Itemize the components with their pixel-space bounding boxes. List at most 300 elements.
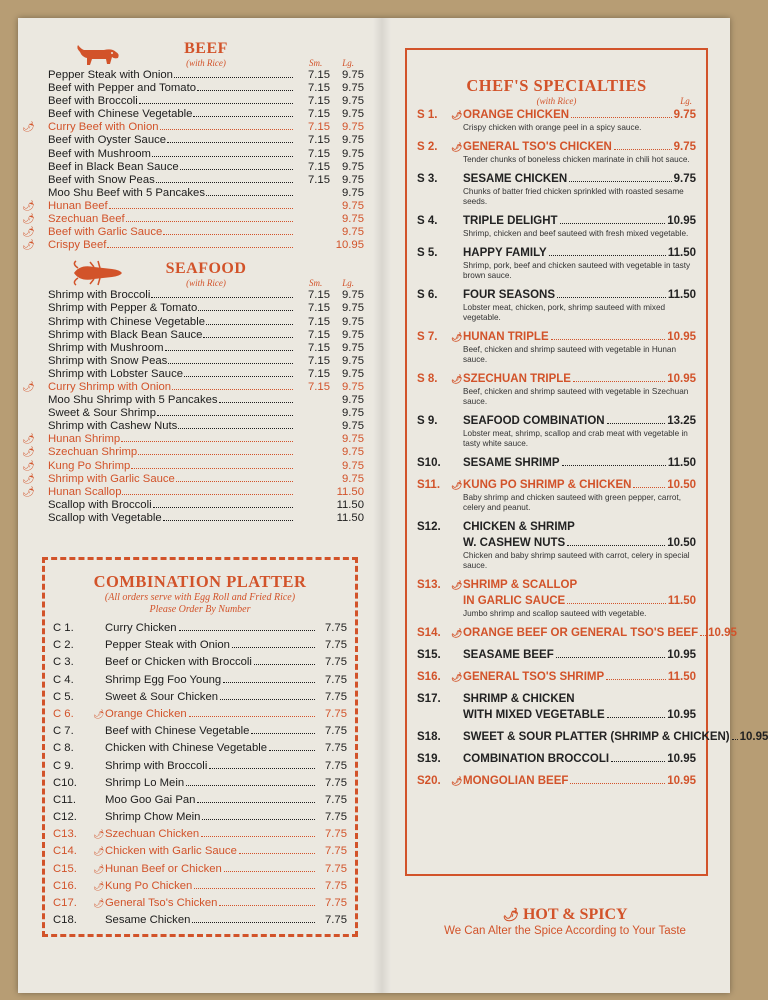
- item-price: 7.75: [325, 897, 347, 909]
- dot-leader: [223, 682, 315, 683]
- beef-list: [22, 69, 364, 252]
- chili-pepper-icon: 🌶︎: [451, 580, 463, 590]
- item-name: Shrimp with Broccoli: [105, 759, 208, 772]
- item-name: Beef in Black Bean Sauce: [48, 160, 179, 173]
- item-description: Beef, chicken and shrimp sauteed with vegetable in Szechuan sauce.: [463, 387, 689, 406]
- item-name: Pepper Steak with Onion: [48, 69, 173, 81]
- combo-item: [53, 826, 347, 843]
- combo-item: [53, 620, 347, 637]
- menu-item: [22, 407, 364, 420]
- item-description: Baby shrimp and chicken sauteed with green pepper, carrot, celery and peanut.: [463, 493, 682, 512]
- item-code: S 9.: [417, 415, 438, 427]
- specialty-item: [417, 625, 737, 641]
- price-small: 7.15: [308, 160, 330, 173]
- item-price: 7.75: [325, 828, 347, 841]
- chili-pepper-icon: 🌶︎: [451, 480, 463, 490]
- item-price: 10.50: [667, 537, 696, 549]
- seafood-section: [22, 260, 364, 525]
- beef-subtitle: (with Rice): [186, 58, 226, 68]
- specialty-item: [417, 729, 768, 745]
- item-name: Shrimp with Chinese Vegetable: [48, 315, 205, 328]
- dot-leader: [700, 635, 706, 636]
- price-large: 9.75: [342, 472, 364, 485]
- specialty-row: [417, 773, 696, 789]
- specialty-row: [417, 729, 768, 745]
- chili-pepper-icon: 🌶︎: [451, 374, 463, 384]
- price-large: 9.75: [342, 380, 364, 393]
- specialty-item: [417, 371, 696, 407]
- item-name: Curry Beef with Onion: [48, 121, 159, 134]
- item-name: Pepper Steak with Onion: [105, 639, 230, 652]
- specialty-item: [417, 287, 696, 323]
- price-small: 7.15: [308, 354, 330, 367]
- item-price: 11.50: [667, 247, 696, 259]
- item-name: TRIPLE DELIGHT: [463, 215, 558, 227]
- item-name: Shrimp with Broccoli: [48, 289, 151, 302]
- specialty-row: [417, 107, 696, 123]
- item-price: 7.75: [325, 793, 347, 806]
- menu-item: [22, 239, 364, 252]
- chef-list: [417, 107, 768, 789]
- dot-leader: [192, 922, 315, 923]
- specialty-row: [417, 477, 696, 493]
- menu-item: [22, 381, 364, 394]
- dot-leader: [557, 297, 666, 298]
- item-code: C13.: [53, 828, 77, 841]
- item-code: C18.: [53, 914, 77, 927]
- dot-leader: [573, 381, 665, 382]
- specialty-row: [417, 171, 696, 187]
- menu-item: [22, 200, 364, 213]
- item-name: SZECHUAN TRIPLE: [463, 373, 571, 385]
- menu-item: [22, 342, 364, 355]
- specialty-row: [417, 413, 696, 429]
- dot-leader: [197, 802, 315, 803]
- chili-pepper-icon: 🌶︎: [22, 460, 35, 472]
- dot-leader: [179, 630, 315, 631]
- item-name: Beef with Garlic Sauce: [48, 226, 163, 239]
- item-price: 10.95: [667, 649, 696, 661]
- price-large: 9.75: [342, 302, 364, 315]
- price-large: 9.75: [342, 82, 364, 95]
- dot-leader: [611, 761, 665, 762]
- item-name: Sesame Chicken: [105, 914, 191, 927]
- item-price: 7.75: [325, 914, 347, 927]
- specialty-item: [417, 245, 696, 281]
- item-description: Lobster meat, shrimp, scallop and crab meat with vegetable in tasty white sauce.: [463, 429, 688, 448]
- item-price: 10.50: [667, 479, 696, 491]
- item-price: 10.95: [667, 373, 696, 385]
- dot-leader: [197, 90, 293, 91]
- price-large: 9.75: [342, 446, 364, 459]
- item-name: ORANGE CHICKEN: [463, 109, 570, 121]
- specialty-item: [417, 213, 696, 239]
- menu-item: [22, 121, 364, 134]
- dot-leader: [607, 717, 666, 718]
- dot-leader: [206, 324, 293, 325]
- beef-section: [22, 40, 364, 252]
- item-name: Szechuan Chicken: [105, 828, 200, 841]
- specialty-row-2: [417, 707, 696, 723]
- price-large: 9.75: [342, 367, 364, 380]
- item-name: SEAFOOD COMBINATION: [463, 415, 605, 427]
- menu-item: [22, 394, 364, 407]
- chili-pepper-icon: 🌶︎: [22, 434, 35, 446]
- price-large: 9.75: [342, 95, 364, 108]
- dot-leader: [109, 208, 293, 209]
- item-code: S12.: [417, 521, 441, 533]
- price-large: 9.75: [342, 199, 364, 212]
- item-name: Curry Chicken: [105, 622, 177, 634]
- item-description: Jumbo shrimp and scallop sauteed with vegetable.: [463, 609, 647, 618]
- beef-title: BEEF: [184, 40, 228, 57]
- item-code: C 5.: [53, 690, 74, 703]
- item-code: C11.: [53, 793, 77, 806]
- item-code: C16.: [53, 879, 77, 892]
- item-name: Shrimp with Cashew Nuts: [48, 420, 178, 433]
- price-large: 9.75: [342, 420, 364, 433]
- item-name: Szechuan Shrimp: [48, 446, 138, 459]
- item-code: C12.: [53, 811, 77, 824]
- item-price: 9.75: [673, 173, 696, 185]
- specialty-row-2: [417, 593, 696, 609]
- specialty-item: [417, 139, 696, 165]
- combo-item: [53, 740, 347, 757]
- menu-item: [22, 316, 364, 329]
- item-name: Hunan Beef or Chicken: [105, 862, 222, 875]
- price-large: 9.75: [342, 69, 364, 81]
- item-name: Beef with Broccoli: [48, 95, 138, 108]
- specialty-row: [417, 751, 696, 767]
- chili-pepper-icon: 🌶︎: [22, 214, 35, 226]
- price-large: 11.50: [336, 511, 364, 524]
- chili-pepper-icon: 🌶︎: [451, 110, 463, 120]
- menu-item: [22, 446, 364, 459]
- price-large: 11.50: [336, 485, 364, 498]
- item-name: COMBINATION BROCCOLI: [463, 753, 610, 765]
- item-name: Moo Shu Shrimp with 5 Pancakes: [48, 394, 218, 407]
- specialty-row: [417, 669, 696, 685]
- menu-item: [22, 460, 364, 473]
- item-name: Beef with Oyster Sauce: [48, 134, 167, 147]
- item-price: 7.75: [325, 656, 347, 669]
- dot-leader: [269, 750, 315, 751]
- price-large: 9.75: [342, 407, 364, 420]
- chili-pepper-icon: 🌶︎: [451, 776, 463, 786]
- chili-pepper-icon: 🌶︎: [451, 142, 463, 152]
- chili-pepper-icon: 🌶︎: [22, 381, 35, 393]
- item-name: Chicken with Chinese Vegetable: [105, 742, 268, 755]
- item-name: CHICKEN & SHRIMP: [463, 521, 575, 533]
- dot-leader: [168, 363, 293, 364]
- chef-subtitle: (with Rice): [536, 96, 577, 106]
- dot-leader: [194, 888, 315, 889]
- item-price: 11.50: [667, 457, 696, 469]
- menu-item: [22, 134, 364, 147]
- seafood-list: [22, 289, 364, 525]
- combo-item: [53, 912, 347, 929]
- price-large: 9.75: [342, 121, 364, 134]
- item-code: C 2.: [53, 639, 74, 652]
- dot-leader: [163, 234, 293, 235]
- item-description: Shrimp, chicken and beef sauteed with fresh mixed vegetable.: [463, 229, 689, 238]
- item-code: C15.: [53, 862, 77, 875]
- specialty-row: [417, 519, 696, 535]
- dot-leader: [121, 441, 293, 442]
- dot-leader: [562, 465, 666, 466]
- item-price: 10.95: [708, 627, 737, 639]
- price-small: 7.15: [308, 121, 330, 134]
- chili-pepper-icon: 🌶︎: [22, 473, 35, 485]
- specialty-row: [417, 245, 696, 261]
- specialty-item: [417, 455, 696, 471]
- lobster-icon: [70, 260, 126, 286]
- size-lg-label: Lg.: [342, 278, 354, 289]
- price-large: 9.75: [342, 173, 364, 186]
- dot-leader: [549, 255, 666, 256]
- item-price: 7.75: [325, 742, 347, 755]
- item-name: Shrimp Lo Mein: [105, 776, 185, 789]
- dot-leader: [151, 297, 293, 298]
- item-description: Chunks of batter fried chicken sprinkled with roasted sesame seeds.: [463, 187, 684, 206]
- menu-item: [22, 226, 364, 239]
- item-price: 7.75: [325, 673, 347, 686]
- item-price: 7.75: [325, 639, 347, 652]
- item-price: 11.50: [667, 289, 696, 301]
- item-code: S11.: [417, 479, 441, 491]
- dot-leader: [206, 195, 293, 196]
- menu-item: [22, 368, 364, 381]
- combo-item: [53, 895, 347, 912]
- item-code: S17.: [417, 693, 441, 705]
- specialty-row: [417, 691, 696, 707]
- combo-item: [53, 792, 347, 809]
- combination-platter-box: [42, 557, 358, 937]
- dot-leader: [219, 402, 293, 403]
- item-code: S 4.: [417, 215, 438, 227]
- item-code: S13.: [417, 579, 441, 591]
- item-code: S 3.: [417, 173, 438, 185]
- item-price: 7.75: [325, 811, 347, 824]
- item-name: Beef with Mushroom: [48, 147, 151, 160]
- item-name: GENERAL TSO'S SHRIMP: [463, 671, 605, 683]
- dot-leader: [152, 156, 293, 157]
- item-name: Kung Po Shrimp: [48, 459, 131, 472]
- price-small: 7.15: [308, 367, 330, 380]
- item-price: 10.95: [667, 775, 696, 787]
- item-description: Chicken and baby shrimp sauteed with carrot, celery in special sauce.: [463, 551, 690, 570]
- dot-leader: [139, 103, 293, 104]
- bull-icon: [74, 42, 122, 70]
- chili-pepper-icon: 🌶︎: [93, 829, 105, 840]
- item-name: Shrimp with Mushroom: [48, 341, 164, 354]
- chili-pepper-icon: 🌶︎: [451, 628, 463, 638]
- item-name: Shrimp with Pepper & Tomato: [48, 302, 198, 315]
- item-code: S18.: [417, 731, 441, 743]
- combination-title: COMBINATION PLATTER: [93, 572, 307, 591]
- item-code: C10.: [53, 776, 77, 789]
- hot-title-row: [415, 906, 715, 924]
- specialty-item: [417, 519, 696, 571]
- hot-title: HOT & SPICY: [522, 906, 628, 923]
- menu-item: [22, 420, 364, 433]
- menu-item: [22, 355, 364, 368]
- item-code: C 3.: [53, 656, 74, 669]
- price-large: 11.50: [336, 498, 364, 511]
- specialty-item: [417, 477, 696, 513]
- item-name: MONGOLIAN BEEF: [463, 775, 569, 787]
- item-code: S 8.: [417, 373, 438, 385]
- specialty-item: [417, 413, 696, 449]
- menu-item: [22, 161, 364, 174]
- item-price: 10.95: [667, 709, 696, 721]
- dot-leader: [567, 545, 665, 546]
- dot-leader: [614, 149, 672, 150]
- item-name-2: IN GARLIC SAUCE: [463, 595, 566, 607]
- dot-leader: [172, 389, 293, 390]
- dot-leader: [254, 664, 315, 665]
- chili-pepper-icon: 🌶︎: [93, 880, 105, 891]
- item-code: S16.: [417, 671, 441, 683]
- price-small: 7.15: [308, 289, 330, 302]
- specialty-item: [417, 107, 696, 133]
- item-price: 7.75: [325, 845, 347, 858]
- menu-item: [22, 213, 364, 226]
- specialty-item: [417, 647, 696, 663]
- chili-pepper-icon: 🌶︎: [22, 240, 35, 252]
- price-large: 9.75: [342, 341, 364, 354]
- item-description: Shrimp, pork, beef and chicken sauteed with vegetable in tasty brown sauce.: [463, 261, 691, 280]
- item-name: Orange Chicken: [105, 707, 187, 720]
- specialty-row: [417, 455, 696, 471]
- dot-leader: [232, 647, 315, 648]
- item-name: Beef with Snow Peas: [48, 173, 155, 186]
- item-name: FOUR SEASONS: [463, 289, 556, 301]
- menu-item: [22, 302, 364, 315]
- item-code: S 1.: [417, 109, 438, 121]
- item-name: HUNAN TRIPLE: [463, 331, 549, 343]
- item-code: C14.: [53, 845, 77, 858]
- menu-item: [22, 486, 364, 499]
- item-price: 9.75: [673, 109, 696, 121]
- dot-leader: [607, 423, 666, 424]
- specialty-row: [417, 287, 696, 303]
- menu-item: [22, 473, 364, 486]
- item-name: ORANGE BEEF OR GENERAL TSO'S BEEF: [463, 627, 699, 639]
- menu-item: [22, 82, 364, 95]
- price-small: 7.15: [308, 315, 330, 328]
- dot-leader: [633, 487, 665, 488]
- item-name-2: W. CASHEW NUTS: [463, 537, 566, 549]
- item-name: Beef or Chicken with Broccoli: [105, 656, 252, 669]
- menu-item: [22, 187, 364, 200]
- item-name: Hunan Shrimp: [48, 433, 121, 446]
- price-large: 9.75: [342, 134, 364, 147]
- specialty-row: [417, 625, 737, 641]
- item-price: 7.75: [325, 707, 347, 720]
- menu-item: [22, 433, 364, 446]
- item-name: Shrimp Egg Foo Young: [105, 673, 222, 686]
- combo-item: [53, 758, 347, 775]
- dot-leader: [567, 603, 666, 604]
- chili-pepper-icon: 🌶︎: [93, 863, 105, 874]
- menu-item: [22, 108, 364, 121]
- dot-leader: [153, 507, 293, 508]
- item-name: Scallop with Broccoli: [48, 498, 152, 511]
- item-name: Moo Shu Beef with 5 Pancakes: [48, 186, 205, 199]
- specialty-item: [417, 691, 696, 723]
- item-description: Lobster meat, chicken, pork, shrimp sauteed with mixed vegetable.: [463, 303, 666, 322]
- price-small: 7.15: [308, 147, 330, 160]
- price-small: 7.15: [308, 341, 330, 354]
- dot-leader: [201, 836, 315, 837]
- combo-item: [53, 689, 347, 706]
- dot-leader: [157, 415, 293, 416]
- dot-leader: [160, 129, 293, 130]
- item-description: Crispy chicken with orange peel in a spicy sauce.: [463, 123, 642, 132]
- specialty-item: [417, 329, 696, 365]
- item-name: Shrimp Chow Mein: [105, 811, 201, 824]
- specialty-item: [417, 773, 696, 789]
- chili-pepper-icon: 🌶︎: [22, 227, 35, 239]
- combo-item: [53, 637, 347, 654]
- seafood-title: SEAFOOD: [165, 260, 247, 278]
- item-description: Beef, chicken and shrimp sauteed with vegetable in Hunan sauce.: [463, 345, 677, 364]
- item-code: S20.: [417, 775, 441, 787]
- dot-leader: [551, 339, 666, 340]
- menu-item: [22, 329, 364, 342]
- dot-leader: [126, 221, 293, 222]
- menu-item: [22, 148, 364, 161]
- item-name: Beef with Pepper and Tomato: [48, 82, 197, 95]
- dot-leader: [178, 428, 293, 429]
- dot-leader: [184, 376, 293, 377]
- item-name: SEASAME BEEF: [463, 649, 554, 661]
- menu-item: [22, 69, 364, 82]
- dot-leader: [107, 247, 293, 248]
- combo-item: [53, 809, 347, 826]
- combo-item: [53, 723, 347, 740]
- combination-list: [53, 620, 347, 929]
- combo-item: [53, 672, 347, 689]
- chili-pepper-icon: 🌶︎: [502, 907, 519, 922]
- price-large: 9.75: [342, 186, 364, 199]
- chefs-specialties-box: [405, 48, 768, 876]
- chili-pepper-icon: 🌶︎: [93, 898, 105, 908]
- price-small: 7.15: [308, 380, 330, 393]
- item-price: 13.25: [667, 415, 696, 427]
- dot-leader: [163, 520, 293, 521]
- item-name: Crispy Beef: [48, 239, 107, 252]
- item-name: SWEET & SOUR PLATTER (SHRIMP & CHICKEN): [463, 731, 730, 743]
- price-large: 9.75: [342, 328, 364, 341]
- item-code: C17.: [53, 897, 77, 909]
- item-price: 7.75: [325, 690, 347, 703]
- chef-size-lg: Lg.: [680, 96, 692, 106]
- dot-leader: [176, 481, 293, 482]
- item-code: S 7.: [417, 331, 438, 343]
- dot-leader: [556, 657, 665, 658]
- chili-pepper-icon: 🌶︎: [22, 200, 35, 212]
- dot-leader: [220, 699, 315, 700]
- item-name: Scallop with Vegetable: [48, 511, 162, 524]
- item-code: C 4.: [53, 673, 74, 686]
- chili-pepper-icon: 🌶︎: [22, 122, 35, 134]
- chili-pepper-icon: 🌶︎: [93, 708, 105, 719]
- specialty-row: [417, 577, 696, 593]
- combo-item: [53, 654, 347, 671]
- item-price: 10.95: [739, 731, 768, 743]
